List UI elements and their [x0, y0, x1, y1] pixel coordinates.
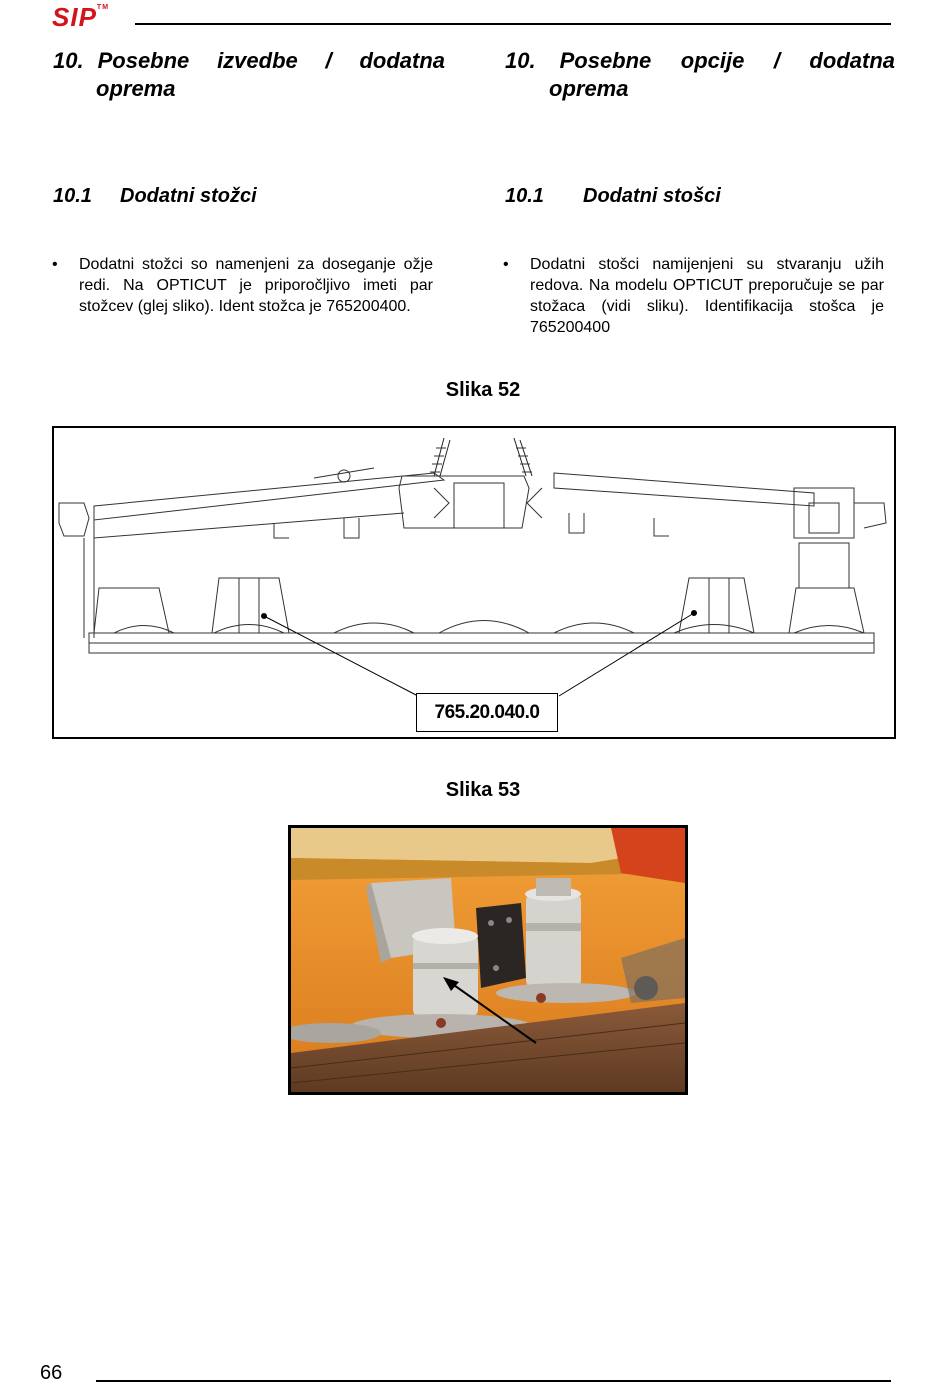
left-chapter-title-line1: Posebne izvedbe / dodatna	[97, 48, 445, 73]
header-rule	[135, 23, 891, 25]
right-section-title: Dodatni stošci	[583, 185, 721, 207]
logo-trademark: TM	[96, 4, 110, 11]
fig53-photo	[288, 825, 688, 1095]
left-section-heading	[53, 185, 257, 208]
mower-cone-photo	[291, 828, 685, 1092]
fig53-caption: Slika 53	[445, 779, 521, 801]
left-chapter-title-line2: oprema	[96, 76, 176, 101]
right-chapter-title-line1: Posebne opcije / dodatna	[559, 48, 895, 73]
mower-technical-drawing	[54, 428, 894, 737]
left-chapter-heading	[53, 47, 445, 103]
right-section-number: 10.1	[505, 185, 544, 207]
fig52-caption: Slika 52	[445, 379, 521, 401]
logo-text: SIP	[52, 2, 97, 32]
left-bullet-text: Dodatni stožci so namenjeni za doseganje ožje redi. Na OPTICUT je priporočljivo imeti par stožcev (glej sliko). Ident stožca je 765200400.	[79, 256, 433, 315]
bullet-dot-icon: •	[503, 256, 509, 273]
bullet-dot-icon: •	[52, 256, 58, 273]
right-bullet-text: Dodatni stošci namijenjeni su stvaranju užih redova. Na modelu OPTICUT preporučuje se par stožaca (vidi sliku). Identifikacija stošca je 765200400	[530, 256, 884, 336]
right-section-heading	[505, 185, 721, 208]
right-chapter-title-line2: oprema	[549, 76, 629, 101]
left-section-title: Dodatni stožci	[120, 185, 257, 207]
page-number: 66	[40, 1362, 63, 1384]
fig52-part-number-label: 765.20.040.0	[416, 693, 558, 732]
right-bullet	[503, 254, 884, 338]
left-bullet	[52, 254, 433, 317]
left-chapter-number: 10.	[53, 48, 84, 73]
right-chapter-number: 10.	[505, 48, 536, 73]
footer-rule	[96, 1380, 891, 1382]
right-chapter-heading	[505, 47, 895, 103]
sip-logo	[52, 2, 109, 33]
left-section-number: 10.1	[53, 185, 92, 207]
